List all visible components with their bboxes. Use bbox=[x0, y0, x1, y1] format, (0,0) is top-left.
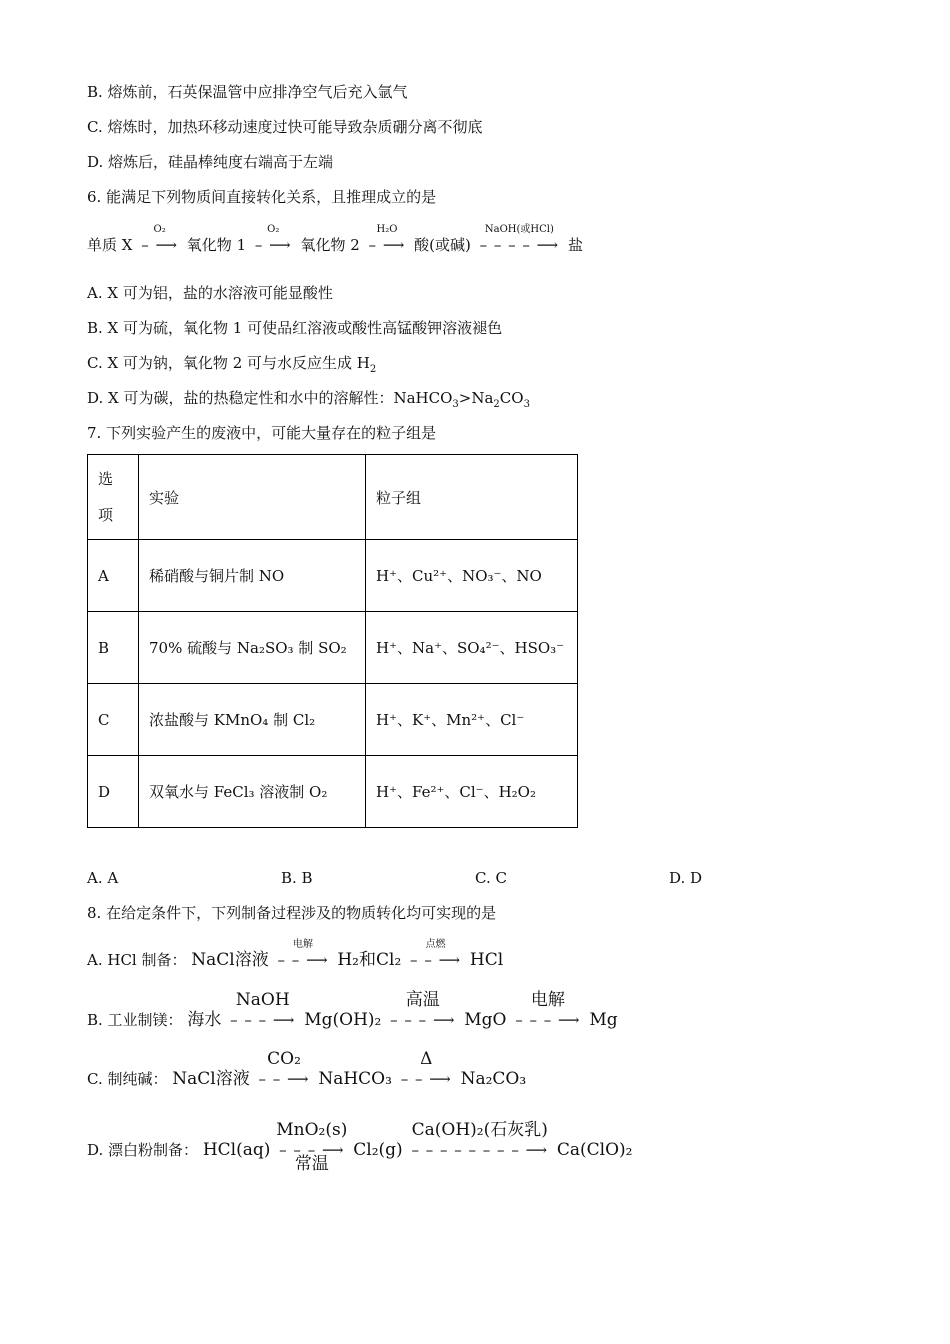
chain-oxide1: 氧化物 1 bbox=[186, 236, 247, 254]
q5-option-b: B. 熔炼前，石英保温管中应排净空气后充入氩气 bbox=[87, 83, 408, 101]
arrow-electrolysis: 电解 – – ⟶ bbox=[277, 939, 329, 969]
arrow-label: O₂ bbox=[153, 224, 166, 235]
arrow-electrolysis: 电解 – – – ⟶ bbox=[515, 990, 581, 1029]
option-label: B. 工业制镁： bbox=[87, 1011, 183, 1029]
header-particles: 粒子组 bbox=[366, 455, 578, 540]
q7-choice-a: A. A bbox=[87, 869, 119, 887]
q8-option-a: A. HCl 制备： NaCl溶液 电解 – – ⟶ H₂和Cl₂ 点燃 – – ⟶ HCl bbox=[87, 939, 504, 970]
row-experiment: 稀硝酸与铜片制 NO bbox=[139, 540, 366, 612]
chain-salt: 盐 bbox=[567, 236, 583, 254]
row-particles: H⁺、K⁺、Mn²⁺、Cl⁻ bbox=[366, 684, 578, 756]
chain-acid-base: 酸(或碱) bbox=[414, 236, 471, 254]
row-particles: H⁺、Fe²⁺、Cl⁻、H₂O₂ bbox=[366, 756, 578, 828]
arrow-lime: Ca(OH)₂(石灰乳) – – – – – – – – ⟶ bbox=[411, 1120, 549, 1159]
header-experiment: 实验 bbox=[139, 455, 366, 540]
chain-oxide2: 氧化物 2 bbox=[300, 236, 360, 254]
arrow-label: NaOH(或HCl) bbox=[484, 224, 554, 235]
option-label: A. HCl 制备： bbox=[87, 951, 187, 969]
row-particles: H⁺、Cu²⁺、NO₃⁻、NO bbox=[366, 540, 578, 612]
q5-option-d: D. 熔炼后，硅晶棒纯度右端高于左端 bbox=[87, 153, 334, 171]
q6-option-c: C. X 可为钠，氧化物 2 可与水反应生成 $H_2$ bbox=[87, 354, 377, 375]
header-option: 选 项 bbox=[88, 455, 139, 540]
q7-stem: 7. 下列实验产生的废液中，可能大量存在的粒子组是 bbox=[87, 424, 437, 442]
option-label: C. 制纯碱： bbox=[87, 1070, 168, 1088]
q5-option-c: C. 熔炼时，加热环移动速度过快可能导致杂质硼分离不彻底 bbox=[87, 118, 483, 136]
row-experiment: 双氧水与 FeCl₃ 溶液制 O₂ bbox=[139, 756, 366, 828]
option-label: D. 漂白粉制备： bbox=[87, 1141, 199, 1159]
arrow-label: H₂O bbox=[376, 224, 398, 235]
q7-choice-c: C. C bbox=[475, 869, 507, 887]
row-experiment: 70% 硫酸与 Na₂SO₃ 制 SO₂ bbox=[139, 612, 366, 684]
q8-stem: 8. 在给定条件下，下列制备过程涉及的物质转化均可实现的是 bbox=[87, 904, 497, 922]
experiment-table bbox=[87, 454, 578, 828]
arrow-naoh: NaOH – – – ⟶ bbox=[230, 990, 296, 1029]
q6-option-a: A. X 可为铝，盐的水溶液可能显酸性 bbox=[87, 284, 333, 302]
q6-option-b: B. X 可为硫，氧化物 1 可使品红溶液或酸性高锰酸钾溶液褪色 bbox=[87, 319, 503, 337]
arrow-high-temp: 高温 – – – ⟶ bbox=[390, 990, 456, 1029]
q6-stem: 6. 能满足下列物质间直接转化关系，且推理成立的是 bbox=[87, 188, 437, 206]
arrow-label: O₂ bbox=[267, 224, 280, 235]
arrow-mno2: MnO₂(s) – – – ⟶ 常温 bbox=[276, 1120, 348, 1174]
arrow-heat: Δ – – ⟶ bbox=[400, 1049, 452, 1088]
table-row bbox=[88, 756, 578, 828]
q7-choice-d: D. D bbox=[669, 869, 703, 887]
row-option: A bbox=[88, 540, 139, 612]
q8-option-b: B. 工业制镁： 海水 NaOH – – – ⟶ Mg(OH)₂ 高温 – – – ⟶ MgO 电解 – – – ⟶ Mg bbox=[87, 990, 618, 1030]
arrow-co2: CO₂ – – ⟶ bbox=[258, 1049, 310, 1088]
chain-elem-x: 单质 X bbox=[87, 236, 133, 254]
arrow-h2o: H₂O – ⟶ bbox=[365, 235, 410, 255]
arrow-naoh-hcl: NaOH(或HCl) – – – – ⟶ bbox=[476, 235, 564, 255]
q8-option-d: D. 漂白粉制备： HCl(aq) MnO₂(s) – – – ⟶ 常温 Cl₂(g) Ca(OH)₂(石灰乳) – – – – – – – – ⟶ Ca(ClO)₂ bbox=[87, 1120, 633, 1174]
table-row bbox=[88, 540, 578, 612]
arrow-o2-1: O₂ – ⟶ bbox=[137, 235, 182, 255]
arrow-ignite: 点燃 – – ⟶ bbox=[410, 939, 462, 969]
arrow-o2-2: O₂ – ⟶ bbox=[251, 235, 296, 255]
q6-chain bbox=[87, 224, 583, 255]
q8-option-c: C. 制纯碱： NaCl溶液 CO₂ – – ⟶ NaHCO₃ Δ – – ⟶ Na₂CO₃ bbox=[87, 1049, 527, 1089]
row-experiment: 浓盐酸与 KMnO₄ 制 Cl₂ bbox=[139, 684, 366, 756]
table-row bbox=[88, 684, 578, 756]
row-option: B bbox=[88, 612, 139, 684]
q7-choice-b: B. B bbox=[281, 869, 313, 887]
row-particles: H⁺、Na⁺、SO₄²⁻、HSO₃⁻ bbox=[366, 612, 578, 684]
table-row bbox=[88, 612, 578, 684]
row-option: D bbox=[88, 756, 139, 828]
row-option: C bbox=[88, 684, 139, 756]
q6-option-d: D. X 可为碳，盐的热稳定性和水中的溶解性：$NaHCO_3>Na_2CO_3$ bbox=[87, 389, 530, 410]
table-header-row bbox=[88, 455, 578, 540]
